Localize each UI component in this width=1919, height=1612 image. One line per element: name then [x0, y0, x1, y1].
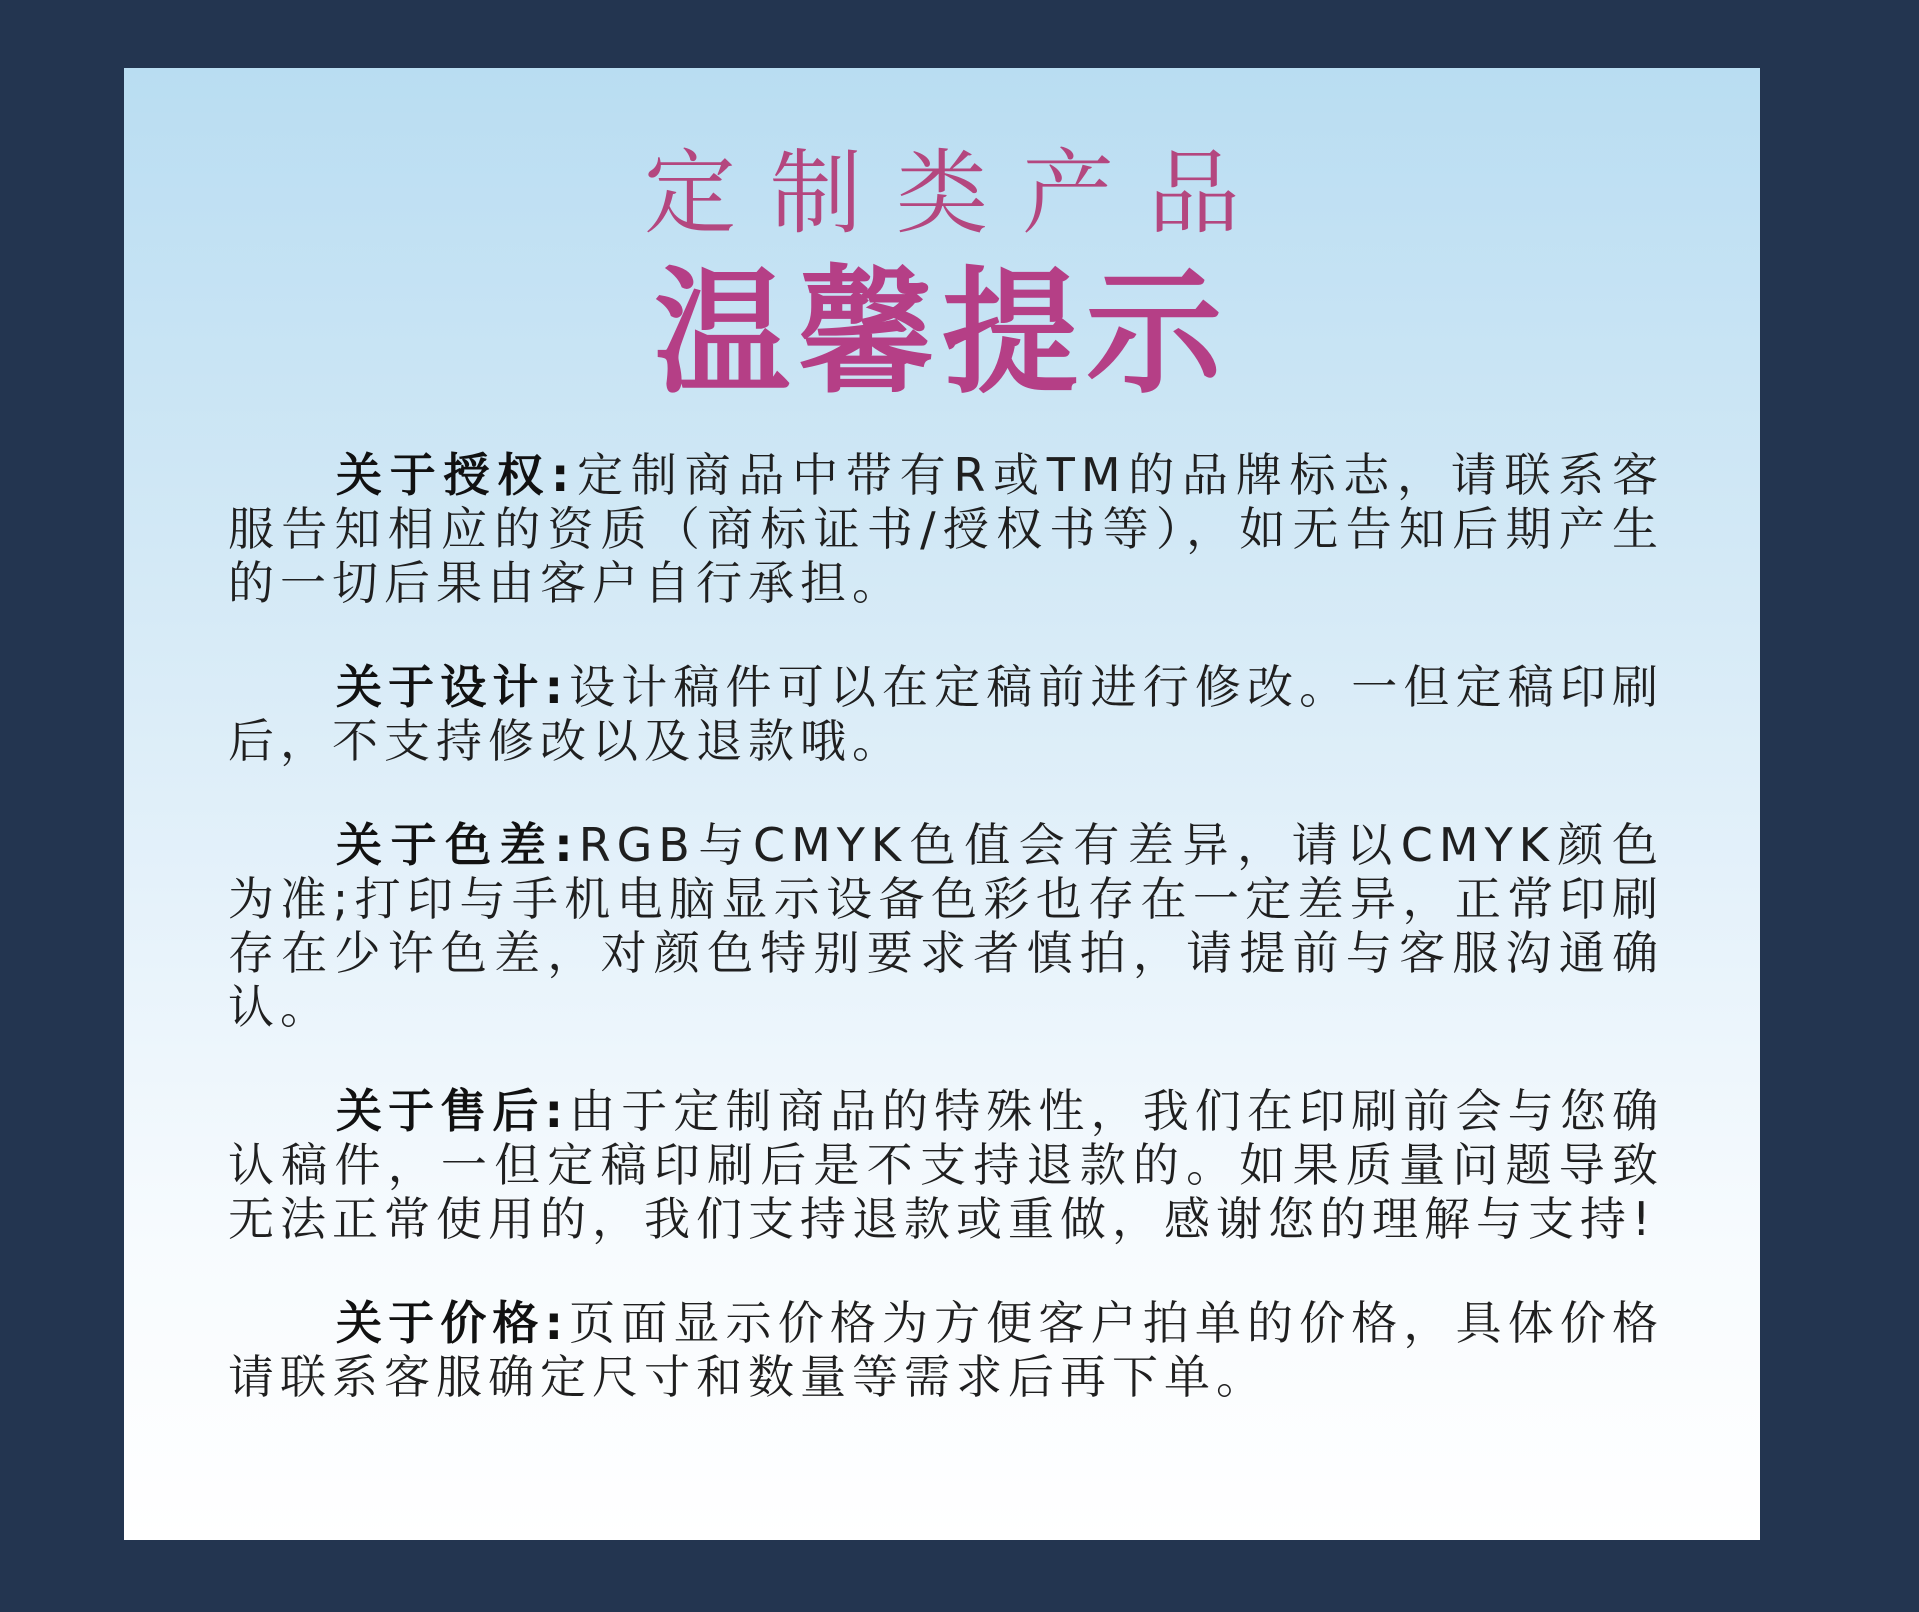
section-text: 页面显示价格为方便客户拍单的价格，具体价格请联系客服确定尺寸和数量等需求后再下单。 [228, 1296, 1665, 1404]
section-label: 关于设计: [336, 660, 569, 714]
section-authorization [228, 448, 1664, 610]
section-label: 关于色差: [336, 818, 579, 872]
section-text: 由于定制商品的特殊性，我们在印刷前会与您确认稿件，一但定稿印刷后是不支持退款的。如果质量问题导致无法正常使用的，我们支持退款或重做，感谢您的理解与支持! [228, 1084, 1665, 1246]
section-after-sales [228, 1084, 1664, 1246]
notice-card [124, 68, 1760, 1540]
section-color-difference [228, 818, 1664, 1034]
section-label: 关于售后: [336, 1084, 569, 1138]
section-label: 关于价格: [336, 1296, 569, 1350]
notice-sections [228, 448, 1664, 1454]
section-label: 关于授权: [336, 448, 576, 502]
section-design [228, 660, 1664, 768]
section-text: 设计稿件可以在定稿前进行修改。一但定稿印刷后，不支持修改以及退款哦。 [228, 660, 1665, 768]
section-text: 定制商品中带有R或TM的品牌标志，请联系客服告知相应的资质（商标证书/授权书等），如无告知后期产生的一切后果由客户自行承担。 [228, 448, 1664, 610]
notice-subtitle: 定制类产品 [643, 140, 1274, 247]
notice-title: 温馨提示 [654, 255, 1230, 413]
section-price [228, 1296, 1664, 1404]
section-text: RGB与CMYK色值会有差异，请以CMYK颜色为准;打印与手机电脑显示设备色彩也存在一定差异，正常印刷存在少许色差，对颜色特别要求者慎拍，请提前与客服沟通确认。 [228, 818, 1664, 1034]
